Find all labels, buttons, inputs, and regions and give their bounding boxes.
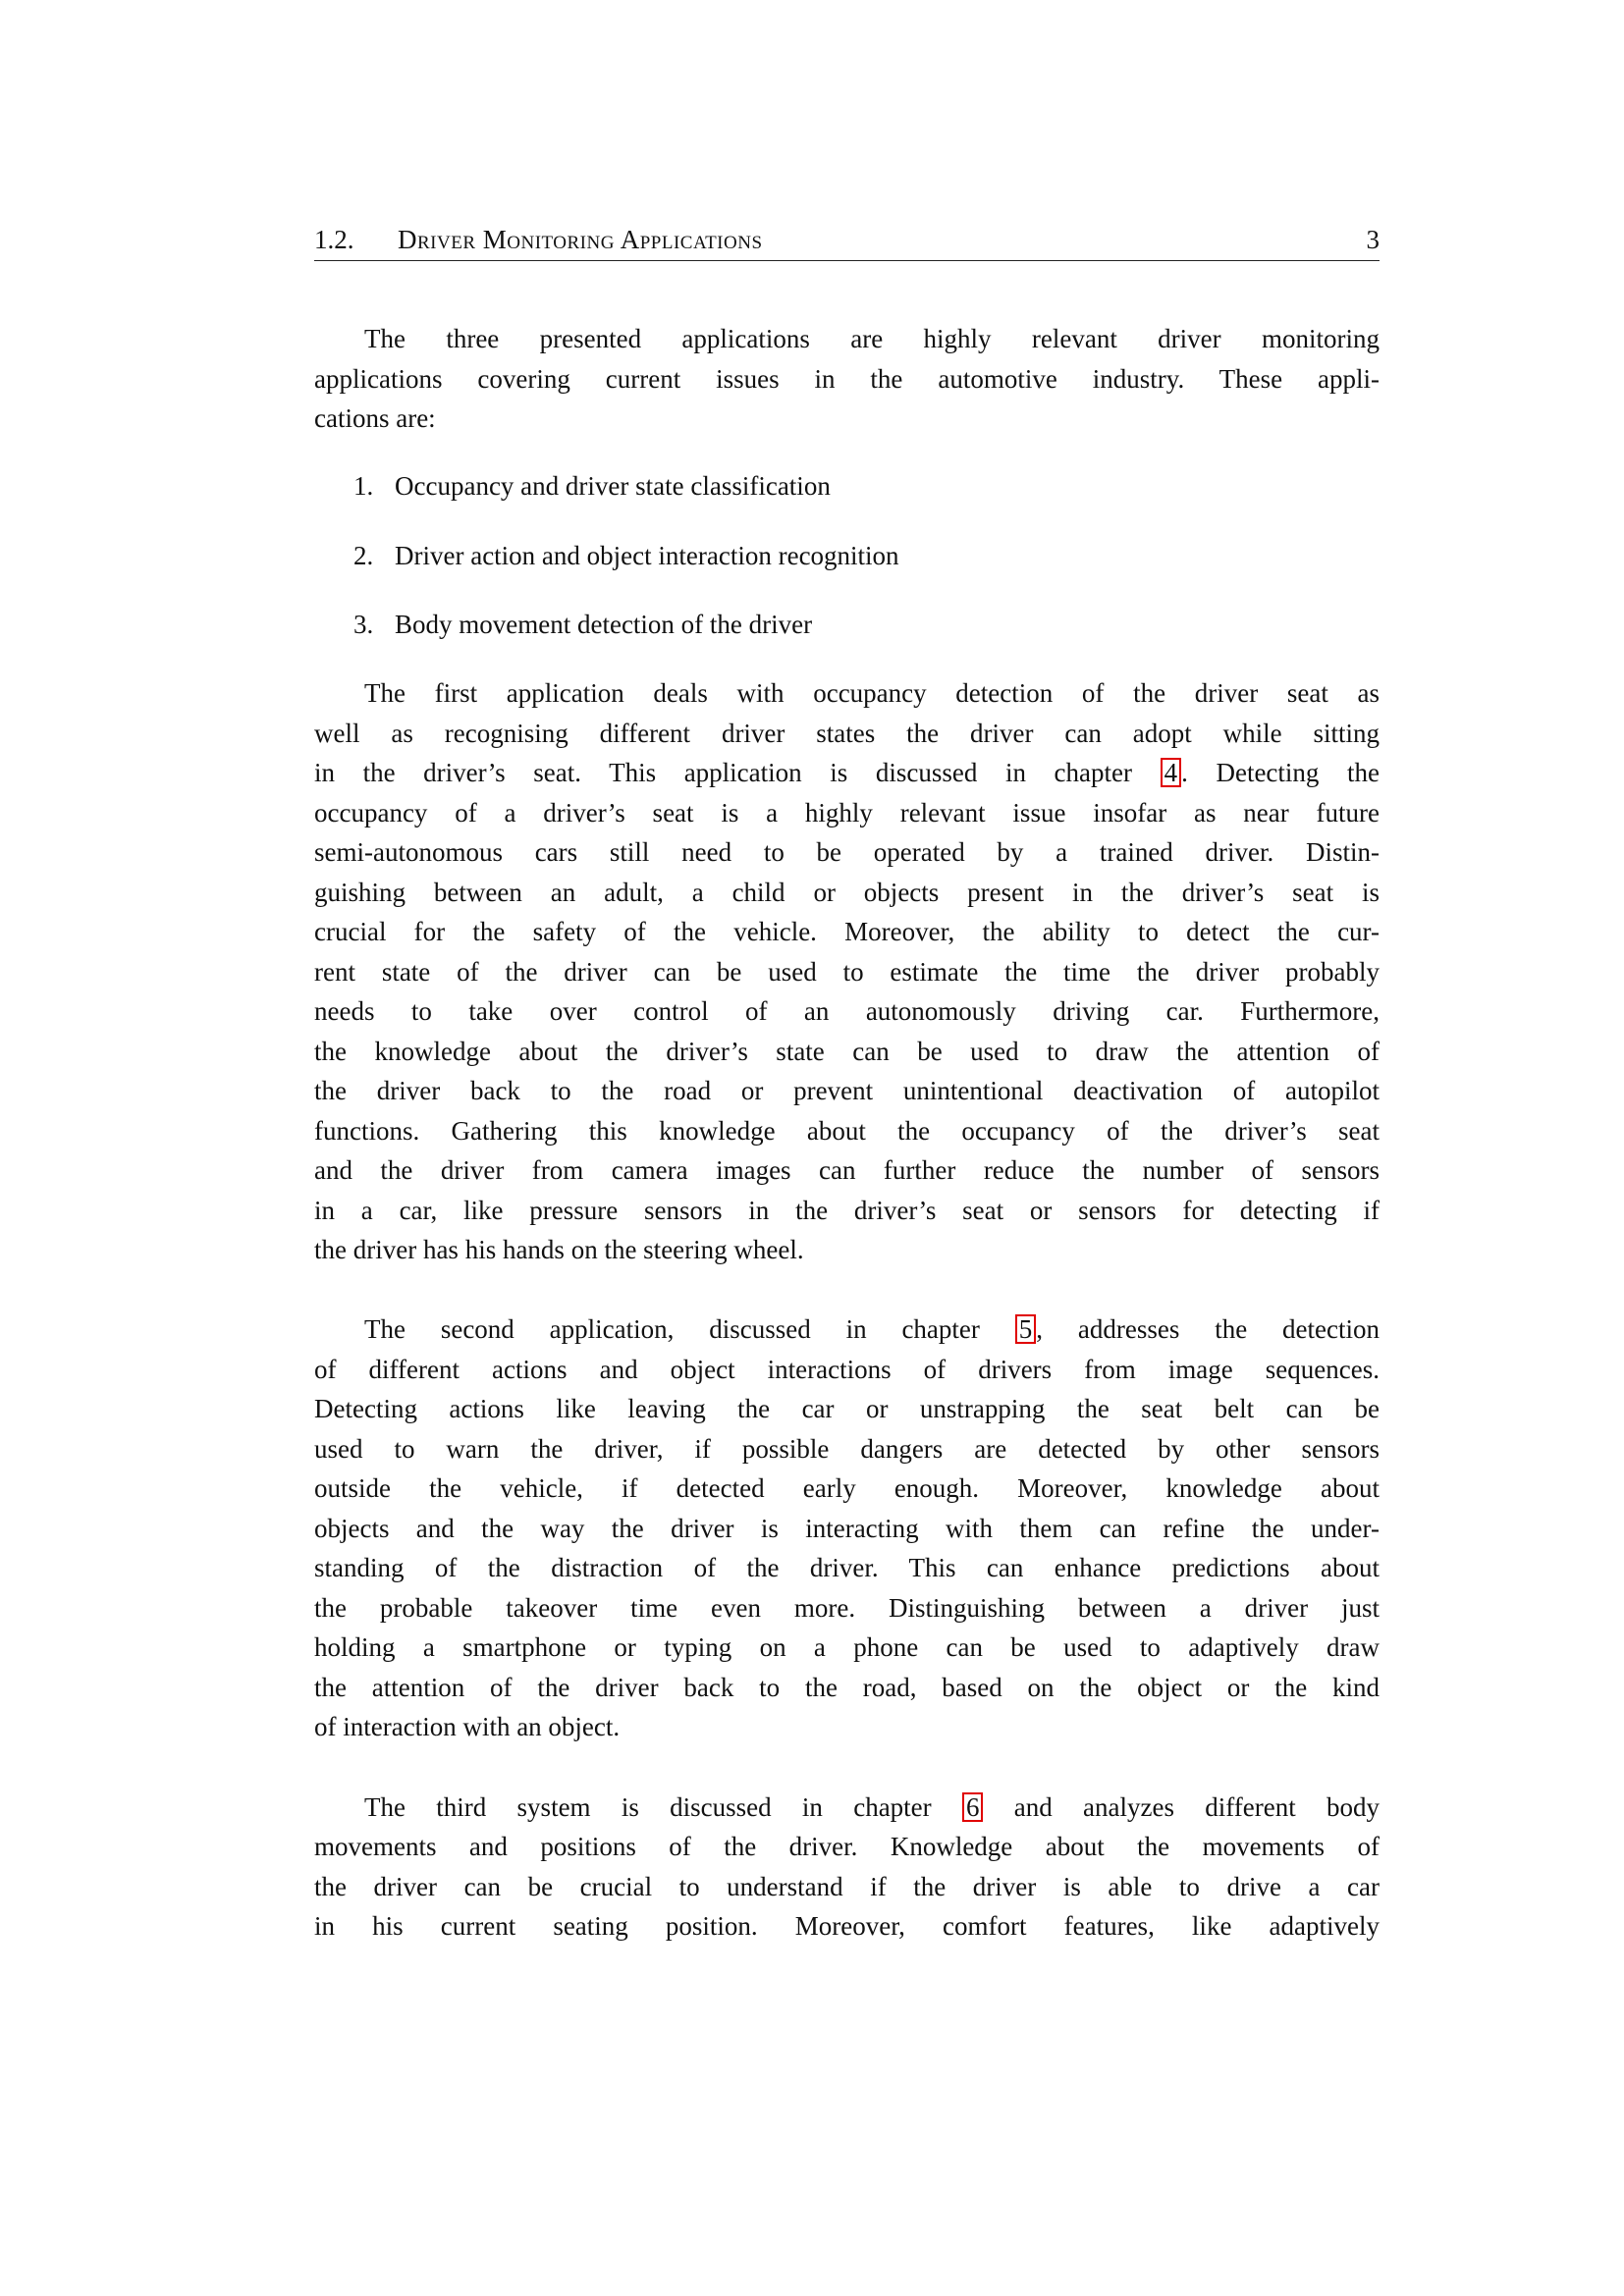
section-number: 1.2.: [314, 225, 354, 254]
text-line: the driver has his hands on the steering wheel.: [314, 1235, 804, 1264]
text-line: objects and the way the driver is interacting with them can refine the under-: [314, 1513, 1380, 1543]
text-line: guishing between an adult, a child or objects present in the driver’s seat is: [314, 877, 1380, 907]
list-item-text: Driver action and object interaction recognition: [395, 540, 899, 570]
text-line: in a car, like pressure sensors in the driver’s seat or sensors for detecting if: [314, 1195, 1380, 1225]
text-line: used to warn the driver, if possible dangers are detected by other sensors: [314, 1433, 1380, 1464]
list-item-number: 1.: [353, 471, 374, 501]
text-line: the driver can be crucial to understand if the driver is able to drive a car: [314, 1871, 1380, 1901]
list-item-number: 3.: [353, 610, 374, 639]
text-line: applications covering current issues in the automotive industry. These appli-: [314, 363, 1380, 394]
text-line: The three presented applications are highly relevant driver monitoring: [364, 324, 1380, 353]
text-fragment: The second application, discussed in chapter: [364, 1314, 1015, 1344]
text-line: The first application deals with occupancy detection of the driver seat as: [364, 678, 1380, 708]
chapter-link[interactable]: 5: [1015, 1314, 1037, 1344]
text-line: the knowledge about the driver’s state can be used to draw the attention of: [314, 1036, 1380, 1066]
paragraph: [314, 1788, 1380, 1947]
text-line: Detecting actions like leaving the car or unstrapping the seat belt can be: [314, 1394, 1380, 1423]
text-line: of interaction with an object.: [314, 1712, 621, 1741]
text-line: the attention of the driver back to the road, based on the object or the kind: [314, 1672, 1380, 1702]
section-title: Driver Monitoring Applications: [398, 225, 763, 254]
text-line: crucial for the safety of the vehicle. Moreover, the ability to detect the cur-: [314, 917, 1380, 946]
text-fragment: , addresses the detection: [1036, 1314, 1380, 1344]
text-line: functions. Gathering this knowledge about the occupancy of the driver’s seat: [314, 1115, 1380, 1146]
chapter-link[interactable]: 6: [962, 1792, 984, 1822]
running-header: [314, 220, 1380, 259]
list-item: [314, 466, 1380, 507]
text-line: the driver back to the road or prevent unintentional deactivation of autopilot: [314, 1076, 1380, 1105]
text-fragment: in the driver’s seat. This application is discussed in chapter: [314, 758, 1161, 787]
text-line: [314, 1309, 1380, 1350]
page-number: 3: [1366, 225, 1380, 254]
text-line: semi-autonomous cars still need to be operated by a trained driver. Distin-: [314, 837, 1380, 867]
chapter-link[interactable]: 4: [1161, 758, 1182, 787]
text-line: the probable takeover time even more. Distinguishing between a driver just: [314, 1592, 1380, 1623]
text-line: [314, 753, 1380, 793]
text-line: rent state of the driver can be used to estimate the time the driver probably: [314, 956, 1380, 987]
text-line: [314, 1788, 1380, 1828]
text-line: cations are:: [314, 403, 436, 433]
text-line: holding a smartphone or typing on a phone can be used to adaptively draw: [314, 1632, 1380, 1662]
text-line: standing of the distraction of the driver. This can enhance predictions about: [314, 1553, 1380, 1582]
text-line: in his current seating position. Moreover, comfort features, like adaptively: [314, 1911, 1380, 1941]
text-line: well as recognising different driver states the driver can adopt while sitting: [314, 718, 1380, 748]
text-fragment: and analyzes different body: [983, 1791, 1380, 1822]
text-line: movements and positions of the driver. Knowledge about the movements of: [314, 1832, 1380, 1861]
list-item-text: Body movement detection of the driver: [395, 610, 813, 639]
text-line: needs to take over control of an autonomously driving car. Furthermore,: [314, 996, 1380, 1026]
paragraph: [314, 673, 1380, 1270]
text-line: of different actions and object interactions of drivers from image sequences.: [314, 1354, 1380, 1384]
text-line: and the driver from camera images can further reduce the number of sensors: [314, 1155, 1380, 1185]
paragraph: [314, 319, 1380, 439]
list-item: [314, 605, 1380, 645]
paragraph: [314, 1309, 1380, 1747]
text-line: occupancy of a driver’s seat is a highly relevant issue insofar as near future: [314, 797, 1380, 828]
text-fragment: The third system is discussed in chapter: [364, 1791, 962, 1822]
header-rule: [314, 260, 1380, 261]
page-body: [314, 319, 1380, 1947]
list-item-number: 2.: [353, 540, 374, 570]
text-fragment: . Detecting the: [1181, 758, 1380, 787]
list-item: [314, 536, 1380, 576]
text-line: outside the vehicle, if detected early enough. Moreover, knowledge about: [314, 1473, 1380, 1503]
list-item-text: Occupancy and driver state classification: [395, 471, 831, 501]
